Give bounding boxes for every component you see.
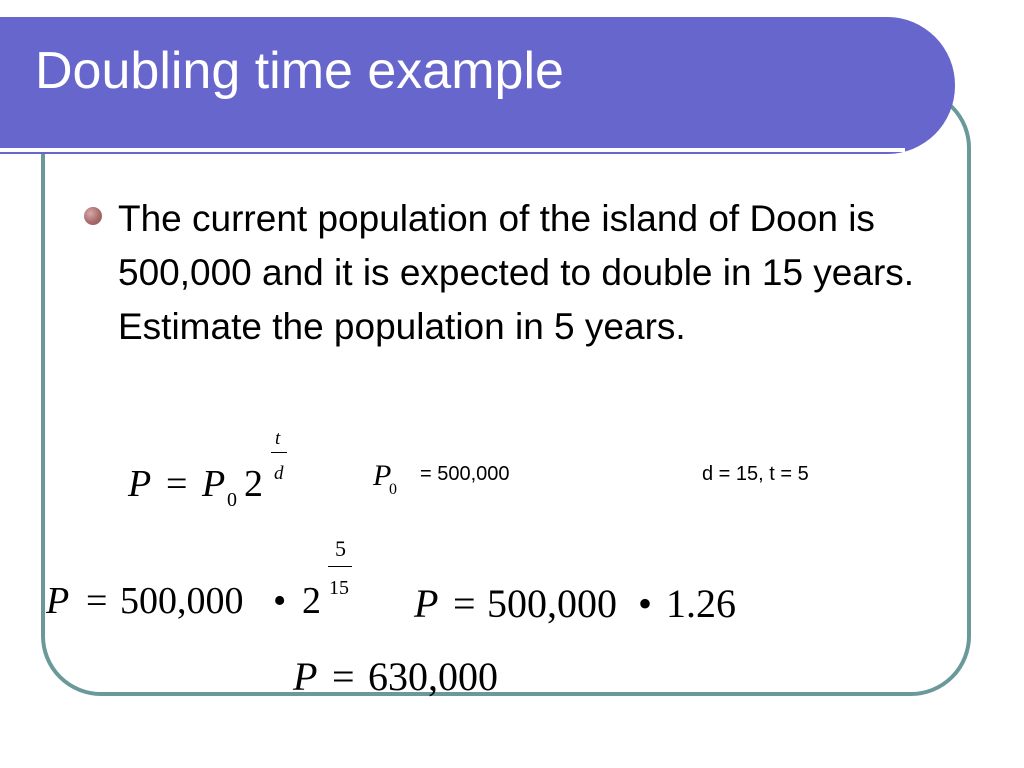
- formula-p: P: [128, 463, 152, 505]
- formula3-dot: •: [638, 581, 653, 626]
- formula2-base: 2: [302, 580, 321, 622]
- formula3-p: P: [414, 581, 439, 626]
- given-p0-value: = 500,000: [420, 463, 510, 485]
- slide-title: Doubling time example: [35, 42, 564, 100]
- formula2-equals: =: [86, 580, 108, 622]
- formula-exponent-denominator: d: [274, 463, 284, 484]
- result-p: P: [293, 654, 318, 699]
- formula-p0-subscript: 0: [227, 489, 237, 511]
- formula2-exponent-fraction-bar: [328, 566, 352, 567]
- result-equals: =: [332, 654, 355, 699]
- given-p0: P: [373, 459, 392, 492]
- given-p0-subscript: 0: [389, 481, 397, 498]
- result-value: 630,000: [368, 654, 498, 699]
- formula2-p: P: [46, 580, 70, 622]
- given-parameters: d = 15, t = 5: [702, 463, 809, 485]
- formula2-exponent-numerator: 5: [335, 536, 346, 561]
- formula-equals: =: [166, 463, 188, 505]
- formula-exponent-numerator: t: [275, 428, 281, 449]
- formula3-factor: 1.26: [666, 581, 736, 626]
- formula-exponent-fraction-bar: [271, 452, 287, 453]
- bullet-text: The current population of the island of Doon is 500,000 and it is expected to double in 15 years. Estimate the population in 5 years.: [118, 198, 915, 347]
- formula2-dot: •: [273, 580, 287, 622]
- formula3-value: 500,000: [487, 581, 617, 626]
- bullet-icon: [84, 207, 102, 225]
- formula-base: 2: [244, 463, 263, 505]
- formula-p0: P: [202, 463, 226, 505]
- formula2-exponent-denominator: 15: [329, 577, 349, 599]
- formula3-equals: =: [453, 581, 476, 626]
- title-underline: [0, 148, 905, 152]
- formula2-value: 500,000: [120, 580, 244, 622]
